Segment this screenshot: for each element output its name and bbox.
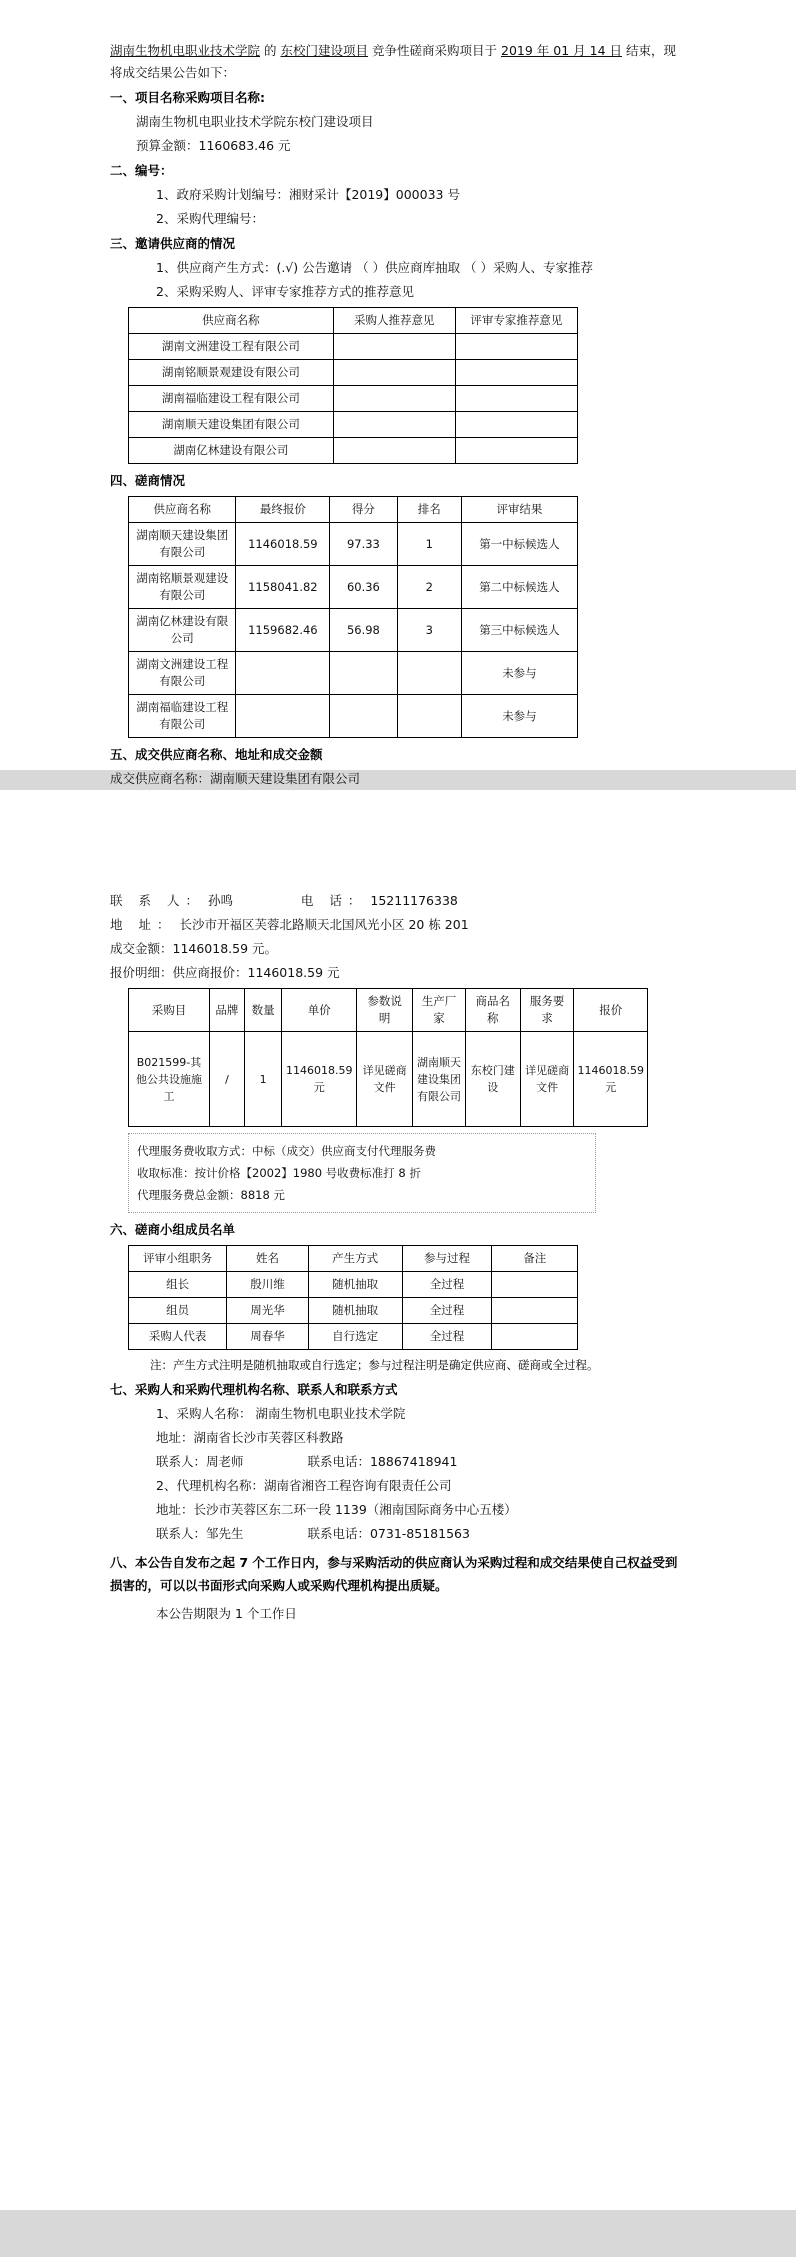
section-8-title: 八、本公告自发布之起 7 个工作日内，参与采购活动的供应商认为采购过程和成交结果使自己权益受到损害的，可以以书面形式向采购人或采购代理机构提出质疑。 [110,1555,678,1593]
col-item: 采购目 [129,989,210,1032]
col-unit-price: 单价 [282,989,357,1032]
section-7-agency-address: 地址：长沙市芙蓉区东二环一段 1139（湘南国际商务中心五楼） [156,1502,517,1517]
section-7-agency-contact [156,1523,686,1545]
cell-final-price [236,695,330,738]
table-header-row [129,1246,578,1272]
section-2-item-2: 2、采购代理编号： [156,211,264,226]
cell-supplier-name: 湖南福临建设工程有限公司 [129,386,334,412]
cell-manufacturer: 湖南顺天建设集团有限公司 [413,1032,465,1127]
table-header-row [129,308,578,334]
cell-score [330,695,397,738]
cell-participation: 全过程 [402,1298,492,1324]
section-7-title: 七、采购人和采购代理机构名称、联系人和联系方式 [110,1382,398,1397]
contact-name-label: 联 系 人： [110,893,204,908]
table-row [129,360,578,386]
cell-expert-opinion [455,438,577,464]
table-row [129,438,578,464]
cell-supplier-name: 湖南福临建设工程有限公司 [129,695,236,738]
cell-buyer-opinion [333,334,455,360]
agency-contact-phone: 联系电话：0731-85181563 [307,1526,470,1541]
col-buyer-opinion: 采购人推荐意见 [333,308,455,334]
table-header-row [129,497,578,523]
intro-date: 2019 年 01 月 14 日 [501,43,622,58]
section-7-agency: 2、代理机构名称：湖南省湘咨工程咨询有限责任公司 [156,1478,452,1493]
cell-expert-opinion [455,360,577,386]
cell-result: 未参与 [461,695,577,738]
section-1-budget: 预算金额：1160683.46 元 [136,138,291,153]
col-final-price: 最终报价 [236,497,330,523]
cell-role: 组员 [129,1298,227,1324]
col-remark: 备注 [492,1246,578,1272]
col-brand: 品牌 [209,989,244,1032]
cell-supplier-name: 湖南文洲建设工程有限公司 [129,652,236,695]
cell-item: B021599-其他公共设施施工 [129,1032,210,1127]
table-row [129,609,578,652]
cell-result: 第三中标候选人 [461,609,577,652]
cell-score: 97.33 [330,523,397,566]
contact-address-label: 地 址： [110,917,176,932]
fee-method: 代理服务费收取方式：中标（成交）供应商支付代理服务费 [137,1144,436,1158]
cell-remark [492,1272,578,1298]
intro-mid2: 竞争性磋商采购项目于 [372,43,498,58]
cell-expert-opinion [455,412,577,438]
cell-unit-price: 1146018.59 元 [282,1032,357,1127]
cell-participation: 全过程 [402,1324,492,1350]
cell-score [330,652,397,695]
table-header-row [129,989,648,1032]
table-row [129,1032,648,1127]
section-1-project: 湖南生物机电职业技术学院东校门建设项目 [136,114,374,129]
purchase-items-table [128,988,648,1127]
cell-role: 组长 [129,1272,227,1298]
cell-participation: 全过程 [402,1272,492,1298]
cell-result: 未参与 [461,652,577,695]
col-role: 评审小组职务 [129,1246,227,1272]
cell-supplier-name: 湖南顺天建设集团有限公司 [129,523,236,566]
cell-selection-method: 自行选定 [308,1324,402,1350]
section-6-title: 六、磋商小组成员名单 [110,1222,236,1237]
supplier-recommend-table [128,307,578,464]
col-service: 服务要求 [520,989,574,1032]
cell-service: 详见磋商文件 [520,1032,574,1127]
section-4-title: 四、磋商情况 [110,473,186,488]
cell-remark [492,1298,578,1324]
page-1 [0,0,796,786]
cell-remark [492,1324,578,1350]
cell-supplier-name: 湖南亿林建设有限公司 [129,609,236,652]
intro-mid1: 的 [264,43,277,58]
table-row [129,334,578,360]
cell-result: 第二中标候选人 [461,566,577,609]
cell-product-name: 东校门建设 [465,1032,520,1127]
deal-amount: 成交金额：1146018.59 元。 [110,941,278,956]
cell-supplier-name: 湖南铭顺景观建设有限公司 [129,360,334,386]
cell-supplier-name: 湖南文洲建设工程有限公司 [129,334,334,360]
agency-fee-box [128,1133,596,1213]
buyer-contact-phone: 联系电话：18867418941 [307,1454,458,1469]
section-3-item-1: 1、供应商产生方式：(.√) 公告邀请 （ ）供应商库抽取 （ ）采购人、专家推荐 [156,260,594,275]
section-8-sub: 本公告期限为 1 个工作日 [156,1606,297,1621]
table-row [129,1298,578,1324]
col-product-name: 商品名称 [465,989,520,1032]
section-7-buyer: 1、采购人名称： 湖南生物机电职业技术学院 [156,1406,406,1421]
section-1-title: 一、项目名称采购项目名称: [110,90,265,105]
cell-qty: 1 [244,1032,282,1127]
contact-address-row [110,914,686,936]
col-quote: 报价 [574,989,648,1032]
cell-final-price: 1146018.59 [236,523,330,566]
cell-selection-method: 随机抽取 [308,1298,402,1324]
cell-rank: 2 [397,566,461,609]
cell-rank [397,695,461,738]
cell-buyer-opinion [333,438,455,464]
buyer-contact-person: 联系人：周老师 [156,1454,244,1469]
intro-paragraph [110,40,686,84]
table-row [129,412,578,438]
col-result: 评审结果 [461,497,577,523]
intro-tail: 结束，现将成交结果公告如下： [110,43,676,80]
cell-member-name: 周春华 [227,1324,308,1350]
quote-detail: 报价明细：供应商报价：1146018.59 元 [110,965,340,980]
cell-selection-method: 随机抽取 [308,1272,402,1298]
col-score: 得分 [330,497,397,523]
col-selection-method: 产生方式 [308,1246,402,1272]
cell-role: 采购人代表 [129,1324,227,1350]
fee-standard: 收取标准：按计价格【2002】1980 号收费标准打 8 折 [137,1166,421,1180]
cell-final-price [236,652,330,695]
cell-quote: 1146018.59 元 [574,1032,648,1127]
cell-member-name: 周光华 [227,1298,308,1324]
cell-spec: 详见磋商文件 [356,1032,412,1127]
cell-buyer-opinion [333,386,455,412]
contact-name-value: 孙鸣 [207,893,233,908]
cell-rank: 3 [397,609,461,652]
section-3-item-2: 2、采购采购人、评审专家推荐方式的推荐意见 [156,284,414,299]
cell-expert-opinion [455,334,577,360]
cell-brand: / [209,1032,244,1127]
section-7-buyer-address: 地址：湖南省长沙市芙蓉区科教路 [156,1430,344,1445]
cell-rank: 1 [397,523,461,566]
agency-contact-person: 联系人：邹先生 [156,1526,244,1541]
fee-total: 代理服务费总金额：8818 元 [137,1188,285,1202]
col-supplier-name: 供应商名称 [129,308,334,334]
cell-expert-opinion [455,386,577,412]
cell-result: 第一中标候选人 [461,523,577,566]
cell-buyer-opinion [333,360,455,386]
col-expert-opinion: 评审专家推荐意见 [455,308,577,334]
section-7-buyer-contact [156,1451,686,1473]
intro-org: 湖南生物机电职业技术学院 [110,43,261,58]
review-members-table [128,1245,578,1350]
section-3-title: 三、邀请供应商的情况 [110,236,236,251]
section-5-title: 五、成交供应商名称、地址和成交金额 [110,747,323,762]
section-2-item-1: 1、政府采购计划编号：湘财采计【2019】000033 号 [156,187,460,202]
cell-supplier-name: 湖南亿林建设有限公司 [129,438,334,464]
table-row [129,1272,578,1298]
table-row [129,652,578,695]
cell-score: 60.36 [330,566,397,609]
table-row [129,1324,578,1350]
contact-name-row [110,890,686,912]
table-row [129,695,578,738]
cell-rank [397,652,461,695]
col-supplier-name: 供应商名称 [129,497,236,523]
col-manufacturer: 生产厂家 [413,989,465,1032]
bid-result-table [128,496,578,738]
table-row [129,566,578,609]
page-2 [0,790,796,2210]
section-5-winner: 成交供应商名称：湖南顺天建设集团有限公司 [110,771,361,786]
contact-address-value: 长沙市开福区芙蓉北路顺天北国风光小区 20 栋 201 [179,917,469,932]
col-member-name: 姓名 [227,1246,308,1272]
cell-supplier-name: 湖南顺天建设集团有限公司 [129,412,334,438]
col-spec: 参数说明 [356,989,412,1032]
cell-final-price: 1158041.82 [236,566,330,609]
section-2-title: 二、编号： [110,163,173,178]
contact-tel-value: 15211176338 [370,893,458,908]
contact-tel-label: 电 话： [300,893,367,908]
cell-supplier-name: 湖南铭顺景观建设有限公司 [129,566,236,609]
table-row [129,386,578,412]
cell-buyer-opinion [333,412,455,438]
section-6-note: 注：产生方式注明是随机抽取或自行选定；参与过程注明是确定供应商、磋商或全过程。 [150,1358,599,1372]
col-qty: 数量 [244,989,282,1032]
table-row [129,523,578,566]
cell-score: 56.98 [330,609,397,652]
cell-final-price: 1159682.46 [236,609,330,652]
col-rank: 排名 [397,497,461,523]
intro-project: 东校门建设项目 [280,43,369,58]
cell-member-name: 殷川维 [227,1272,308,1298]
col-participation: 参与过程 [402,1246,492,1272]
